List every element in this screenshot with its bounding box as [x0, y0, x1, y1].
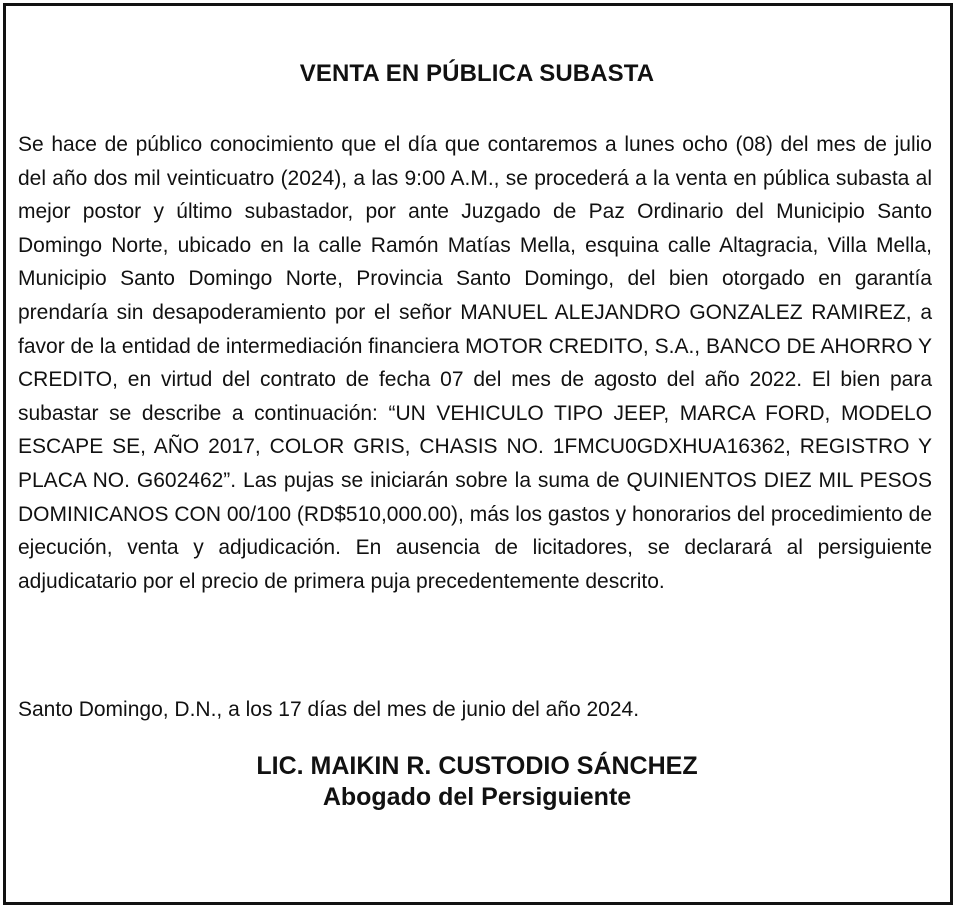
- notice-date-line: Santo Domingo, D.N., a los 17 días del mes de junio del año 2024.: [18, 698, 640, 721]
- notice-body: Se hace de público conocimiento que el día que contaremos a lunes ocho (08) del mes de julio del año dos mil veinticuatro (2024), a las 9:00 A.M., se procederá a la venta en pública subasta al mejor postor y último subastador, por ante Juzgado de Paz Ordinario del Municipio Santo Domingo Norte, ubicado en la calle Ramón Matías Mella, esquina calle Altagracia, Villa Mella, Municipio Santo Domingo Norte, Provincia Santo Domingo, del bien otorgado en garantía prendaría sin desapoderamiento por el señor MANUEL ALEJANDRO GONZALEZ RAMIREZ, a favor de la entidad de intermediación financiera MOTOR CREDITO, S.A., BANCO DE AHORRO Y CREDITO, en virtud del contrato de fecha 07 del mes de agosto del año 2022. El bien para subastar se describe a continuación: “UN VEHICULO TIPO JEEP, MARCA FORD, MODELO ESCAPE SE, AÑO 2017, COLOR GRIS, CHASIS NO. 1FMCU0GDXHUA16362, REGISTRO Y PLACA NO. G602462”. Las pujas se iniciarán sobre la suma de QUINIENTOS DIEZ MIL PESOS DOMINICANOS CON 00/100 (RD$510,000.00), más los gastos y honorarios del procedimiento de ejecución, venta y adjudicación. En ausencia de licitadores, se declarará al persiguiente adjudicatario por el precio de primera puja precedentemente descrito.: [18, 133, 932, 593]
- signatory-name: LIC. MAIKIN R. CUSTODIO SÁNCHEZ: [256, 752, 698, 780]
- notice-title: VENTA EN PÚBLICA SUBASTA: [299, 60, 655, 87]
- signatory-role: Abogado del Persiguiente: [322, 783, 632, 811]
